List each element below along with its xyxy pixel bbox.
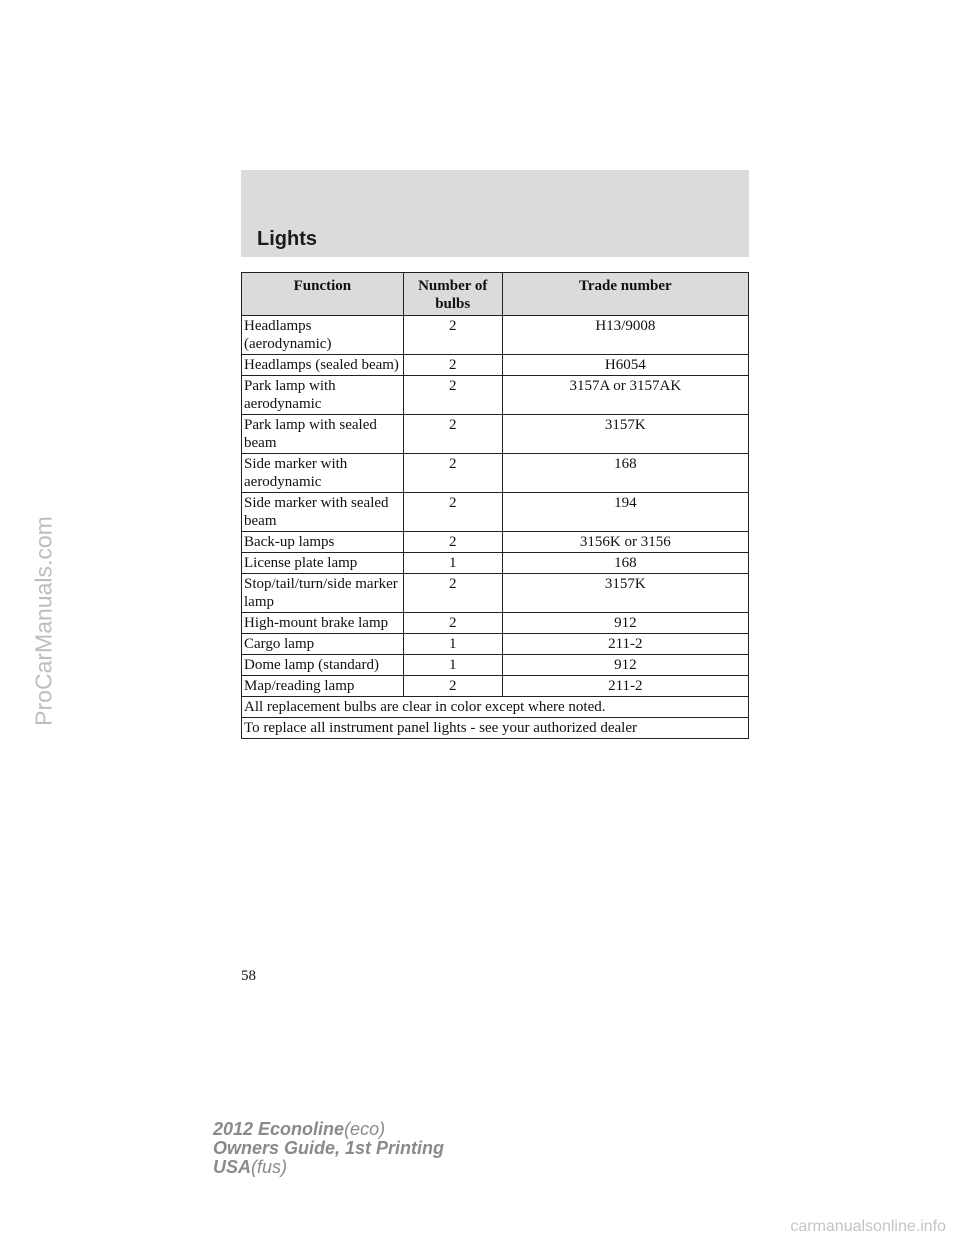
table-row [242,634,749,655]
footer-model-line [213,1120,444,1139]
bulb-count-cell: 2 [403,454,502,493]
trade-number-cell: 168 [502,454,748,493]
function-cell: Side marker with aerodynamic [242,454,404,493]
function-cell: Cargo lamp [242,634,404,655]
trade-number-cell: 211-2 [502,634,748,655]
bulb-count-cell: 2 [403,415,502,454]
table-row [242,493,749,532]
table-row [242,532,749,553]
table-row [242,376,749,415]
bulb-count-cell: 2 [403,316,502,355]
table-row [242,613,749,634]
function-cell: Back-up lamps [242,532,404,553]
function-cell: Park lamp with sealed beam [242,415,404,454]
trade-number-cell: 3157A or 3157AK [502,376,748,415]
table-header-row [242,273,749,316]
table-row [242,553,749,574]
document-footer [213,1120,444,1177]
bulb-count-cell: 2 [403,613,502,634]
bulb-specification-table [241,272,749,739]
column-header-function: Function [242,273,404,316]
bulb-count-cell: 2 [403,574,502,613]
bulb-count-cell: 2 [403,532,502,553]
table-note-instrument-panel: To replace all instrument panel lights - see your authorized dealer [242,718,749,739]
trade-number-cell: H6054 [502,355,748,376]
bulb-count-cell: 1 [403,655,502,676]
bulb-count-cell: 2 [403,493,502,532]
bulb-count-cell: 1 [403,553,502,574]
table-row [242,454,749,493]
bulb-count-cell: 2 [403,376,502,415]
footer-model-code: (eco) [344,1119,386,1139]
table-row [242,655,749,676]
page-number: 58 [241,968,256,984]
bottom-watermark: carmanualsonline.info [790,1218,946,1235]
function-cell: Headlamps (sealed beam) [242,355,404,376]
side-watermark: ProCarManuals.com [30,516,57,726]
bulb-count-cell: 1 [403,634,502,655]
function-cell: Map/reading lamp [242,676,404,697]
trade-number-cell: 912 [502,655,748,676]
section-header [241,170,749,257]
function-cell: Park lamp with aerodynamic [242,376,404,415]
function-cell: Stop/tail/turn/side marker lamp [242,574,404,613]
table-row [242,676,749,697]
trade-number-cell: 3157K [502,415,748,454]
function-cell: Side marker with sealed beam [242,493,404,532]
column-header-trade-number: Trade number [502,273,748,316]
trade-number-cell: 3157K [502,574,748,613]
trade-number-cell: 912 [502,613,748,634]
footer-market-code: (fus) [251,1157,288,1177]
table-row [242,574,749,613]
function-cell: Headlamps (aerodynamic) [242,316,404,355]
footer-model: 2012 Econoline [213,1119,345,1139]
table-note-clear-bulbs: All replacement bulbs are clear in color except where noted. [242,697,749,718]
footer-market: USA [213,1157,252,1177]
trade-number-cell: 194 [502,493,748,532]
bulb-count-cell: 2 [403,676,502,697]
footer-guide: Owners Guide, 1st Printing [213,1138,445,1158]
table-note-row [242,718,749,739]
table-note-row [242,697,749,718]
function-cell: High-mount brake lamp [242,613,404,634]
trade-number-cell: 3156K or 3156 [502,532,748,553]
function-cell: Dome lamp (standard) [242,655,404,676]
footer-market-line [213,1158,444,1177]
trade-number-cell: 168 [502,553,748,574]
section-title: Lights [257,228,317,250]
table-row [242,415,749,454]
trade-number-cell: H13/9008 [502,316,748,355]
table-row [242,316,749,355]
bulb-count-cell: 2 [403,355,502,376]
column-header-number-of-bulbs: Number of bulbs [403,273,502,316]
table-row [242,355,749,376]
function-cell: License plate lamp [242,553,404,574]
trade-number-cell: 211-2 [502,676,748,697]
